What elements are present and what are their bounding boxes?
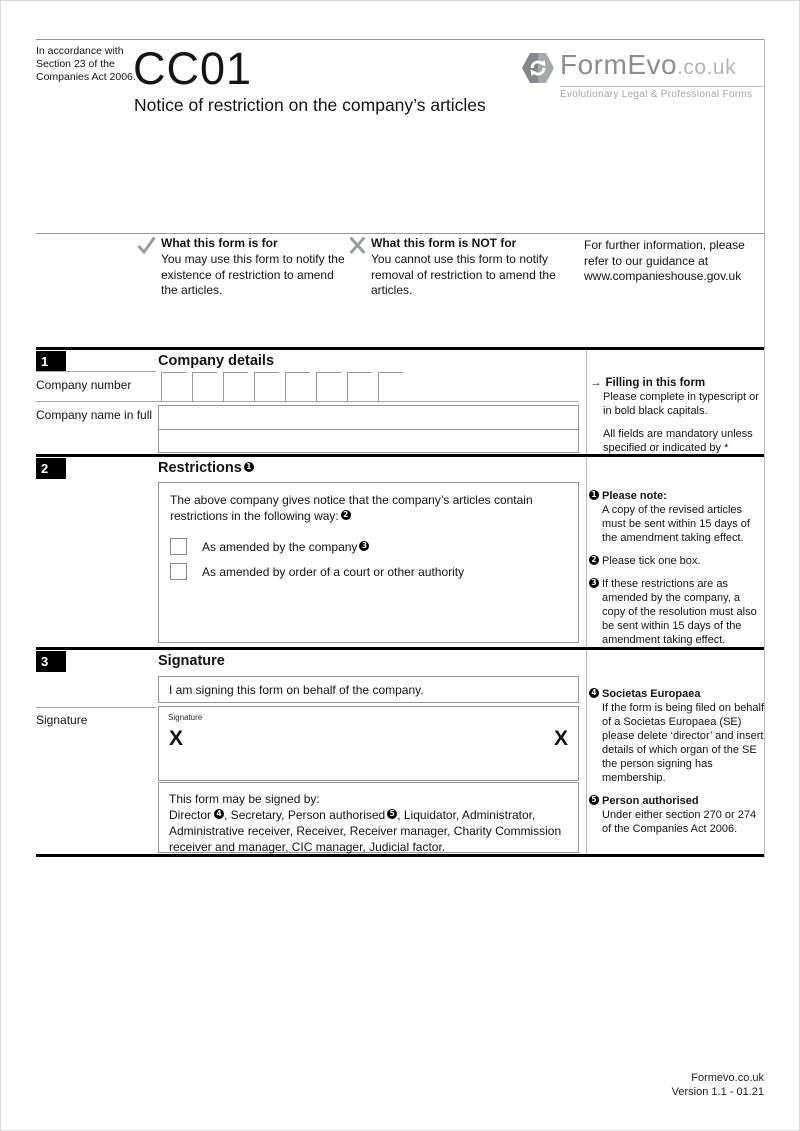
signature-row-label: Signature: [36, 713, 88, 727]
section-divider: [36, 454, 764, 457]
section-divider: [36, 647, 764, 650]
filling-note-title: Filling in this form: [605, 377, 706, 389]
note-body: Please tick one box.: [602, 555, 701, 567]
company-number-cell[interactable]: [316, 372, 341, 401]
logo-brand: [560, 49, 764, 84]
signed-by-text: Director: [169, 808, 212, 822]
section-number-badge: 2: [36, 458, 66, 479]
option-label: As amended by order of a court or other authority: [202, 564, 465, 579]
note-body: If these restrictions are as amended by the company, a copy of the resolution must also be sent within 15 days of the amendment taking effect.: [602, 578, 757, 646]
footnote-marker: 4: [214, 809, 224, 819]
section-divider: [36, 347, 764, 350]
company-number-cell[interactable]: [285, 372, 310, 401]
formevo-logo: [521, 49, 764, 100]
form-not-for-body: You cannot use this form to notify removal of restriction to amend the articles.: [371, 252, 556, 297]
accordance-text: [36, 45, 136, 84]
checkbox-amended-by-court[interactable]: [170, 563, 187, 580]
signature-statement-box: [158, 676, 579, 703]
restrictions-intro: [170, 492, 567, 524]
page-title: Notice of restriction on the company’s articles: [134, 95, 486, 115]
arrow-icon: →: [590, 377, 602, 389]
note-societas-europaea: [589, 687, 765, 785]
divider: [36, 233, 764, 234]
note-body: A copy of the revised articles must be sent within 15 days of the amendment taking effect.: [602, 504, 750, 544]
footnote-marker: 2: [589, 555, 599, 565]
logo-tagline: Evolutionary Legal & Professional Forms: [560, 89, 753, 100]
filling-note-body: Please complete in typescript or in bold black capitals.: [603, 391, 759, 417]
section-title-signature: Signature: [158, 653, 225, 669]
footnote-marker: 3: [589, 578, 599, 588]
form-is-for-title: What this form is for: [161, 236, 278, 250]
company-number-label: Company number: [36, 378, 132, 392]
divider: [36, 371, 156, 372]
restrictions-box: [158, 482, 579, 643]
option-amended-by-company: [170, 538, 567, 555]
footnote-marker: 1: [589, 490, 599, 500]
divider: [36, 707, 156, 708]
footnote-marker: 1: [244, 462, 254, 472]
accordance-line: Companies Act 2006.: [36, 71, 136, 83]
note-resolution: [589, 577, 765, 647]
footnote-marker: 3: [359, 541, 369, 551]
section-title-restrictions: [158, 460, 254, 476]
form-code: CC01: [133, 43, 253, 94]
signature-statement: I am signing this form on behalf of the company.: [169, 682, 424, 697]
option-amended-by-court: [170, 563, 567, 580]
signed-by-text: , Liquidator, Administrator, Administrative receiver, Receiver, Receiver manager, Charity Commission receiver and manager, CIC manager, Judicial factor.: [169, 808, 562, 854]
signed-by-list: [169, 807, 568, 855]
company-name-input-row2[interactable]: [158, 429, 579, 453]
company-number-cell[interactable]: [254, 372, 279, 401]
section-divider: [36, 854, 764, 857]
company-number-cells: [161, 372, 403, 401]
company-number-cell[interactable]: [161, 372, 186, 401]
divider: [36, 39, 764, 40]
company-name-label: Company name in full: [36, 408, 153, 422]
logo-brand-suffix: .co.uk: [677, 56, 737, 79]
note-title: Please note:: [602, 490, 667, 502]
option-label: [202, 540, 369, 554]
signature-notes: [589, 687, 765, 845]
checkbox-amended-by-company[interactable]: [170, 538, 187, 555]
section-number-badge: 3: [36, 651, 66, 672]
signed-by-intro: This form may be signed by:: [169, 792, 320, 806]
signed-by-text: , Secretary, Person authorised: [224, 808, 386, 822]
check-icon: [137, 236, 156, 299]
footer-site: Formevo.co.uk: [691, 1072, 764, 1084]
footnote-marker: 4: [589, 688, 599, 698]
form-is-for-body: You may use this form to notify the existence of restriction to amend the articles.: [161, 252, 345, 297]
company-number-cell[interactable]: [347, 372, 372, 401]
cross-icon: [349, 236, 366, 299]
section-number-badge: 1: [36, 351, 66, 372]
note-title: Person authorised: [602, 795, 699, 807]
company-number-cell[interactable]: [223, 372, 248, 401]
formevo-hexagon-icon: [521, 52, 555, 89]
signed-by-box: [158, 782, 579, 853]
logo-tagline-rule: [560, 86, 764, 100]
accordance-line: In accordance with: [36, 45, 124, 57]
footnote-marker: 5: [387, 809, 397, 819]
signature-box[interactable]: [158, 706, 579, 781]
filling-note-body2: All fields are mandatory unless specified or indicated by *: [603, 428, 753, 454]
filling-in-note: [590, 376, 762, 455]
divider: [36, 401, 579, 402]
section-title-text: Restrictions: [158, 460, 242, 476]
company-name-input-row1[interactable]: [158, 405, 579, 430]
note-title: Societas Europaea: [602, 688, 701, 700]
form-not-for-title: What this form is NOT for: [371, 236, 517, 250]
note-please-note: [589, 489, 765, 545]
section-title-company-details: Company details: [158, 353, 275, 369]
restrictions-intro-text: The above company gives notice that the company’s articles contain restrictions in the following way:: [170, 493, 533, 523]
company-number-cell[interactable]: [192, 372, 217, 401]
note-person-authorised: [589, 794, 765, 836]
notes-column-divider: [586, 348, 587, 855]
form-is-for-block: [137, 236, 349, 299]
further-info-text: For further information, please refer to our guidance at www.companieshouse.gov.uk: [584, 238, 745, 283]
signature-x-mark-right: X: [553, 727, 568, 750]
restrictions-notes: [589, 489, 765, 656]
company-number-cell[interactable]: [378, 372, 403, 401]
footnote-marker: 5: [589, 795, 599, 805]
note-body: Under either section 270 or 274 of the Companies Act 2006.: [602, 809, 757, 835]
note-body: If the form is being filed on behalf of a Societas Europaea (SE) please delete ‘director’ and insert details of which organ of the SE the person signing has membership.: [602, 702, 765, 784]
footer-version: Version 1.1 - 01.21: [671, 1086, 764, 1098]
logo-brand-name: FormEvo: [560, 49, 678, 80]
form-not-for-block: [349, 236, 565, 299]
accordance-line: Section 23 of the: [36, 58, 115, 70]
page-footer: [564, 1071, 764, 1099]
note-tick-one-box: [589, 554, 765, 568]
option-label-text: As amended by the company: [202, 539, 358, 554]
footnote-marker: 2: [341, 510, 351, 520]
signature-box-caption: Signature: [168, 713, 203, 722]
signature-x-mark-left: X: [169, 727, 184, 750]
